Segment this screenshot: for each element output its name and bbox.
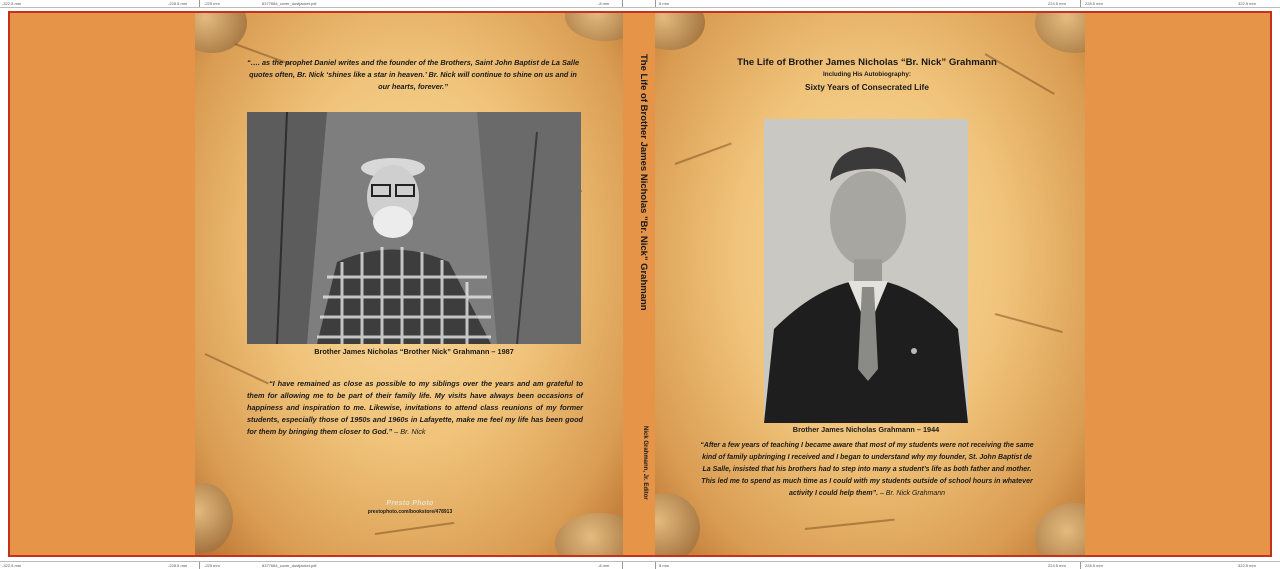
ruler-mark: -322.5 mm bbox=[2, 1, 22, 6]
publisher-logo: Presto Photo bbox=[386, 500, 434, 507]
ruler-mark: -228.5 mm bbox=[168, 563, 188, 568]
ruler-filename: 8377684_cover_dustjacket.pdf bbox=[262, 563, 317, 568]
front-cover-quote bbox=[698, 440, 1036, 500]
ruler-mark: 322.5 mm bbox=[1238, 563, 1256, 568]
photo-brother-nick-1987 bbox=[247, 112, 581, 344]
ruler-mark: 228.5 mm bbox=[1085, 1, 1103, 6]
quote-text: “After a few years of teaching I became aware that most of my students were not receiving the same kind of family upbringing I received and I began to understand why my founder, St. John Baptist de La Salle, insisted that his brothers had to step into many a student’s life as both father and mother. This led me to spend as much time as I could with my students outside of school hours in whatever activity I could help them”. bbox=[700, 442, 1034, 497]
top-ruler bbox=[0, 0, 1280, 8]
ruler-mark: -8 mm bbox=[598, 1, 610, 6]
ruler-mark: 8 mm bbox=[659, 563, 669, 568]
quote-attribution: – Br. Nick Grahmann bbox=[878, 490, 946, 497]
ruler-mark: 224.5 mm bbox=[1048, 563, 1066, 568]
ruler-mark: -225 mm bbox=[204, 563, 220, 568]
book-subtitle: Including His Autobiography: bbox=[823, 71, 911, 78]
ruler-mark: -8 mm bbox=[598, 563, 610, 568]
ruler-mark: 224.5 mm bbox=[1048, 1, 1066, 6]
ruler-mark: 8 mm bbox=[659, 1, 669, 6]
ruler-mark: 228.5 mm bbox=[1085, 563, 1103, 568]
ruler-mark: -228.5 mm bbox=[168, 1, 188, 6]
photo-caption-1987: Brother James Nicholas “Brother Nick” Grahmann – 1987 bbox=[314, 347, 514, 356]
photo-brother-nick-1944 bbox=[764, 119, 968, 423]
back-cover-siblings-quote bbox=[247, 378, 583, 438]
ruler-mark: -225 mm bbox=[204, 1, 220, 6]
ruler-mark: 322.5 mm bbox=[1238, 1, 1256, 6]
spine-title: The Life of Brother James Nicholas "Br. Nick" Grahmann bbox=[638, 54, 649, 311]
book-subtitle-2: Sixty Years of Consecrated Life bbox=[805, 82, 929, 92]
ruler-filename: 8377684_cover_dustjacket.pdf bbox=[262, 1, 317, 6]
publisher-url: prestophoto.com/bookstore/478913 bbox=[367, 509, 453, 515]
photo-caption-1944: Brother James Nicholas Grahmann – 1944 bbox=[792, 425, 940, 434]
ruler-mark: -322.5 mm bbox=[2, 563, 22, 568]
back-cover-quote: “…. as the prophet Daniel writes and the founder of the Brothers, Saint John Baptist de La Salle quotes often, Br. Nick ‘shines like a star in heaven.’ Br. Nick will continue to shine on us and in our hearts, forever.” bbox=[246, 58, 580, 91]
book-title: The Life of Brother James Nicholas “Br. Nick” Grahmann bbox=[737, 57, 997, 68]
quote-text: “I have remained as close as possible to my siblings over the years and am grateful to them for allowing me to be part of their family life. My visits have always been occasions of happiness and inspiration to me. Likewise, invitations to attend class reunions of my former students, especially those of 1950s and 1960s in Lafayette, make me feel my life has been good for them by bringing them closer to God.” bbox=[247, 379, 583, 436]
spine-editor: Nick Grahmann, Jr. Editor bbox=[642, 426, 648, 500]
quote-attribution: – Br. Nick bbox=[392, 427, 426, 436]
publisher-block bbox=[355, 500, 465, 515]
